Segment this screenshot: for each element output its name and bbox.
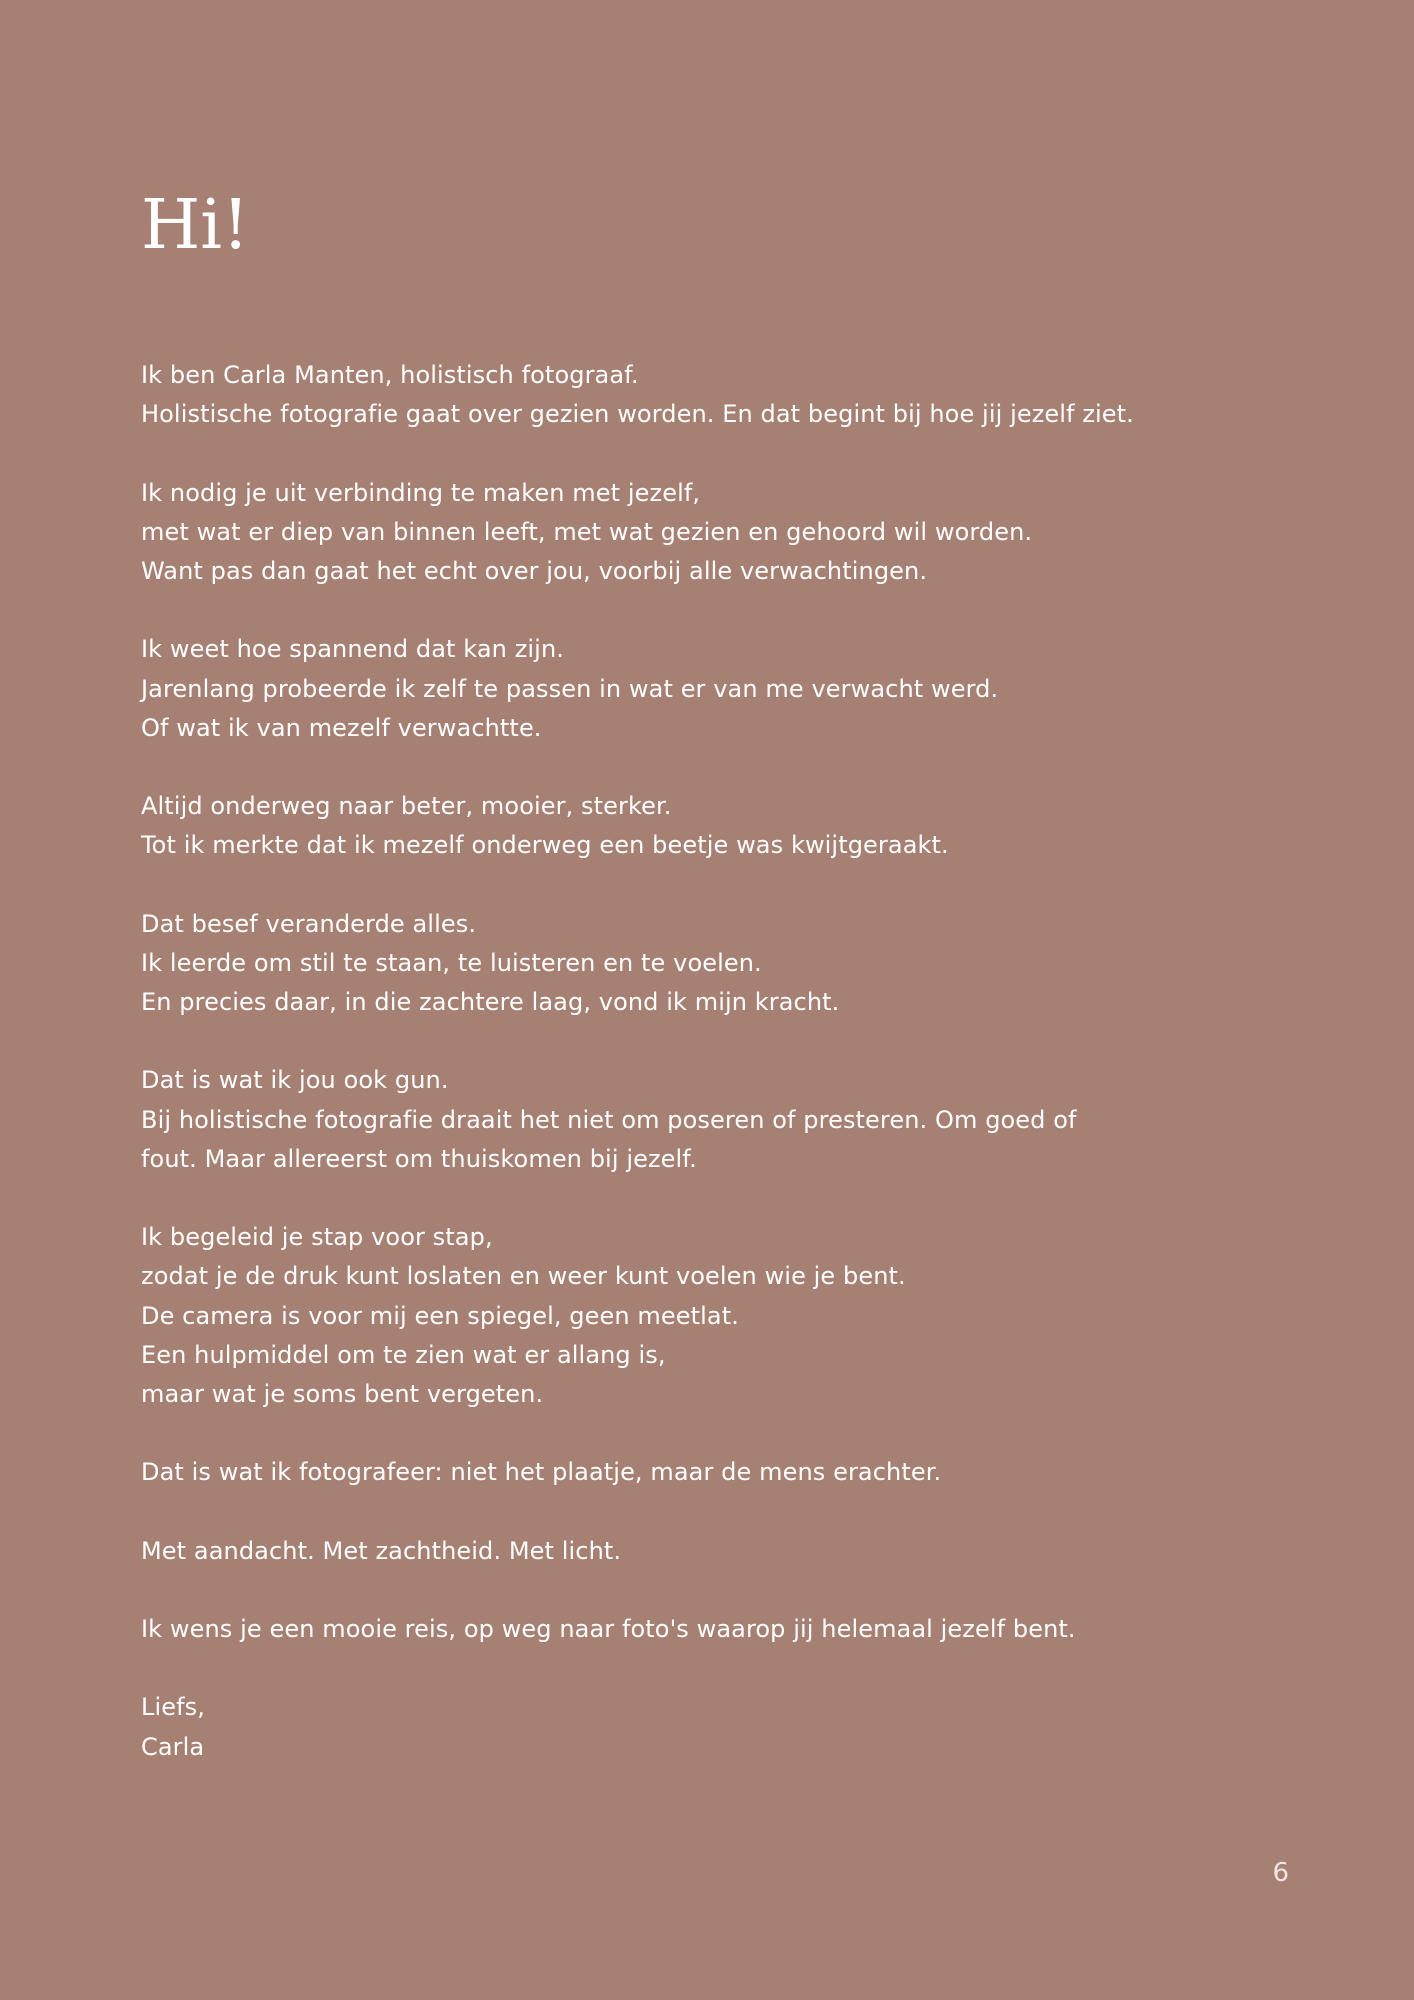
text-line: Dat besef veranderde alles. [141, 909, 477, 938]
paragraph-spacer [141, 1179, 1271, 1218]
text-line: Jarenlang probeerde ik zelf te passen in wat er van me verwacht werd. [141, 674, 999, 703]
page-heading: Hi! [141, 186, 250, 265]
paragraph-spacer [141, 1492, 1271, 1531]
text-line: Ik begeleid je stap voor stap, [141, 1223, 493, 1252]
paragraph-8 [141, 1453, 1271, 1492]
letter-text [141, 356, 1271, 1767]
text-line: Een hulpmiddel om te zien wat er allang is, [141, 1340, 666, 1369]
paragraph-3 [141, 630, 1271, 748]
paragraph-spacer [141, 1649, 1271, 1688]
paragraph-9 [141, 1532, 1271, 1571]
text-line: Ik weet hoe spannend dat kan zijn. [141, 635, 564, 664]
signature-name: Carla [141, 1732, 205, 1761]
closing-signature [141, 1688, 1271, 1766]
text-line: Bij holistische fotografie draait het niet om poseren of presteren. Om goed of [141, 1105, 1077, 1134]
paragraph-6 [141, 1061, 1271, 1179]
text-line: De camera is voor mij een spiegel, geen meetlat. [141, 1301, 739, 1330]
text-line: Ik ben Carla Manten, holistisch fotograaf. [141, 361, 639, 389]
text-line: Ik wens je een mooie reis, op weg naar foto's waarop jij helemaal jezelf bent. [141, 1615, 1076, 1643]
text-line: Met aandacht. Met zachtheid. Met licht. [141, 1536, 622, 1565]
text-line: maar wat je soms bent vergeten. [141, 1379, 544, 1408]
text-line: Ik nodig je uit verbinding te maken met jezelf, [141, 478, 701, 507]
text-line: Altijd onderweg naar beter, mooier, sterker. [141, 792, 672, 821]
text-line: Tot ik merkte dat ik mezelf onderweg een beetje was kwijtgeraakt. [141, 831, 949, 860]
text-line: Liefs, [141, 1693, 205, 1722]
text-line: Of wat ik van mezelf verwachtte. [141, 713, 542, 742]
paragraph-spacer [141, 865, 1271, 904]
text-line: Dat is wat ik jou ook gun. [141, 1066, 449, 1095]
text-line: fout. Maar allereerst om thuiskomen bij jezelf. [141, 1144, 697, 1173]
paragraph-spacer [141, 434, 1271, 473]
paragraph-5 [141, 905, 1271, 1023]
text-line: Holistische fotografie gaat over gezien worden. En dat begint bij hoe jij jezelf ziet. [141, 400, 1134, 429]
paragraph-spacer [141, 1022, 1271, 1061]
text-line: zodat je de druk kunt loslaten en weer kunt voelen wie je bent. [141, 1262, 906, 1291]
paragraph-4 [141, 787, 1271, 865]
paragraph-7 [141, 1218, 1271, 1414]
paragraph-2 [141, 474, 1271, 592]
paragraph-spacer [141, 591, 1271, 630]
paragraph-spacer [141, 1571, 1271, 1610]
page-number: 6 [1272, 1858, 1289, 1888]
text-line: Dat is wat ik fotografeer: niet het plaatje, maar de mens erachter. [141, 1458, 942, 1487]
paragraph-10 [141, 1610, 1271, 1649]
text-line: Ik leerde om stil te staan, te luisteren en te voelen. [141, 948, 762, 977]
paragraph-spacer [141, 1414, 1271, 1453]
text-line: En precies daar, in die zachtere laag, vond ik mijn kracht. [141, 988, 840, 1016]
text-line: Want pas dan gaat het echt over jou, voorbij alle verwachtingen. [141, 556, 928, 585]
text-line: met wat er diep van binnen leeft, met wat gezien en gehoord wil worden. [141, 517, 1033, 546]
paragraph-1 [141, 356, 1271, 434]
paragraph-spacer [141, 748, 1271, 787]
